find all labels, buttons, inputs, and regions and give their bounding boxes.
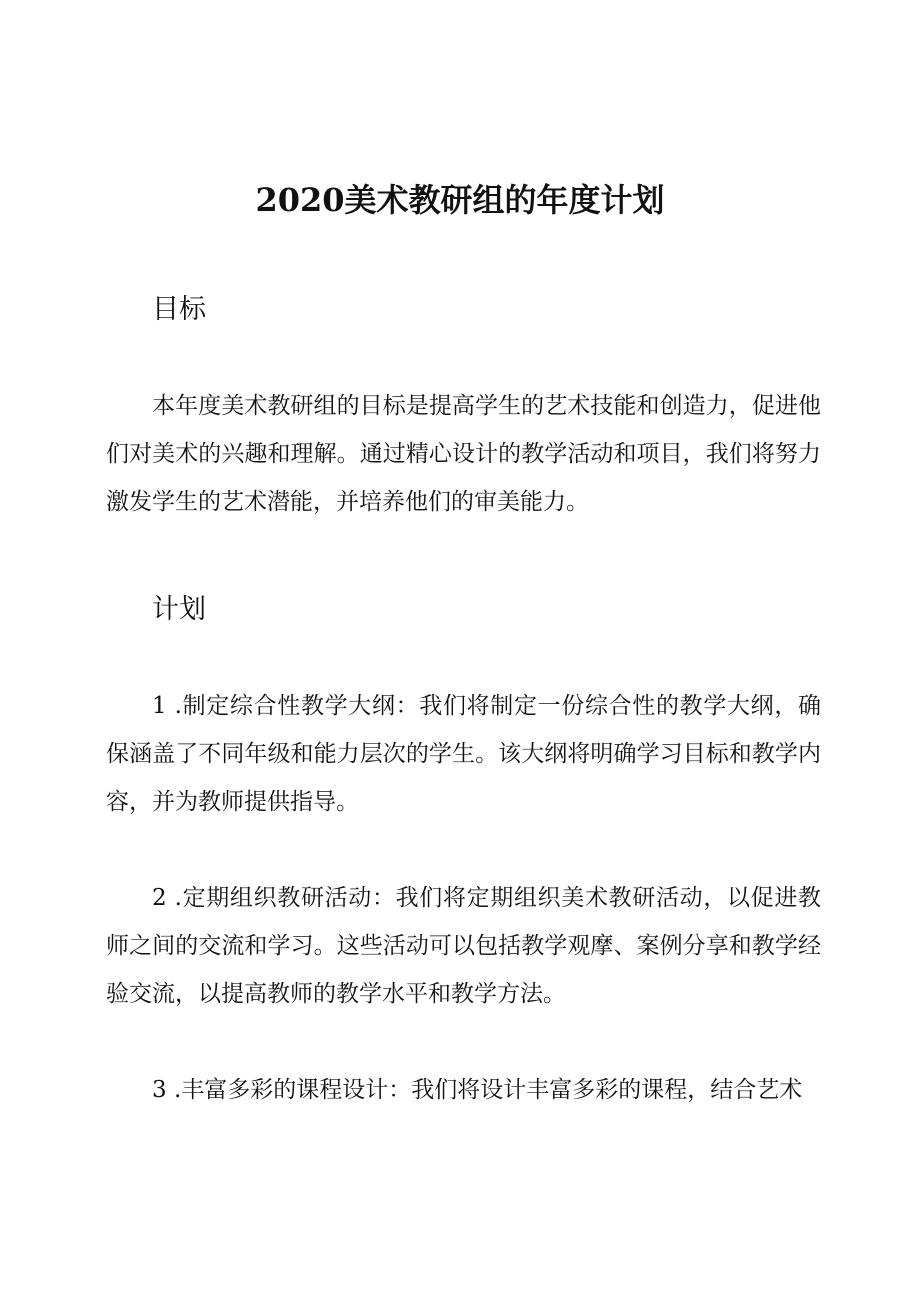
plan-item-1: 1 .制定综合性教学大纲：我们将制定一份综合性的教学大纲，确保涵盖了不同年级和能力层次的学生。该大纲将明确学习目标和教学内容，并为教师提供指导。 [106, 693, 821, 815]
section-heading-goal: 目标 [152, 294, 206, 325]
document-title: 2020美术教研组的年度计划 [255, 181, 665, 219]
plan-item-3: 3 .丰富多彩的课程设计：我们将设计丰富多彩的课程，结合艺术 [152, 1077, 803, 1103]
plan-item-2: 2 .定期组织教研活动：我们将定期组织美术教研活动，以促进教师之间的交流和学习。这些活动可以包括教学观摩、案例分享和教学经验交流，以提高教师的教学水平和教学方法。 [106, 885, 821, 1007]
goal-paragraph: 本年度美术教研组的目标是提高学生的艺术技能和创造力，促进他们对美术的兴趣和理解。通过精心设计的教学活动和项目，我们将努力激发学生的艺术潜能，并培养他们的审美能力。 [106, 393, 821, 515]
section-heading-plan: 计划 [152, 594, 206, 625]
